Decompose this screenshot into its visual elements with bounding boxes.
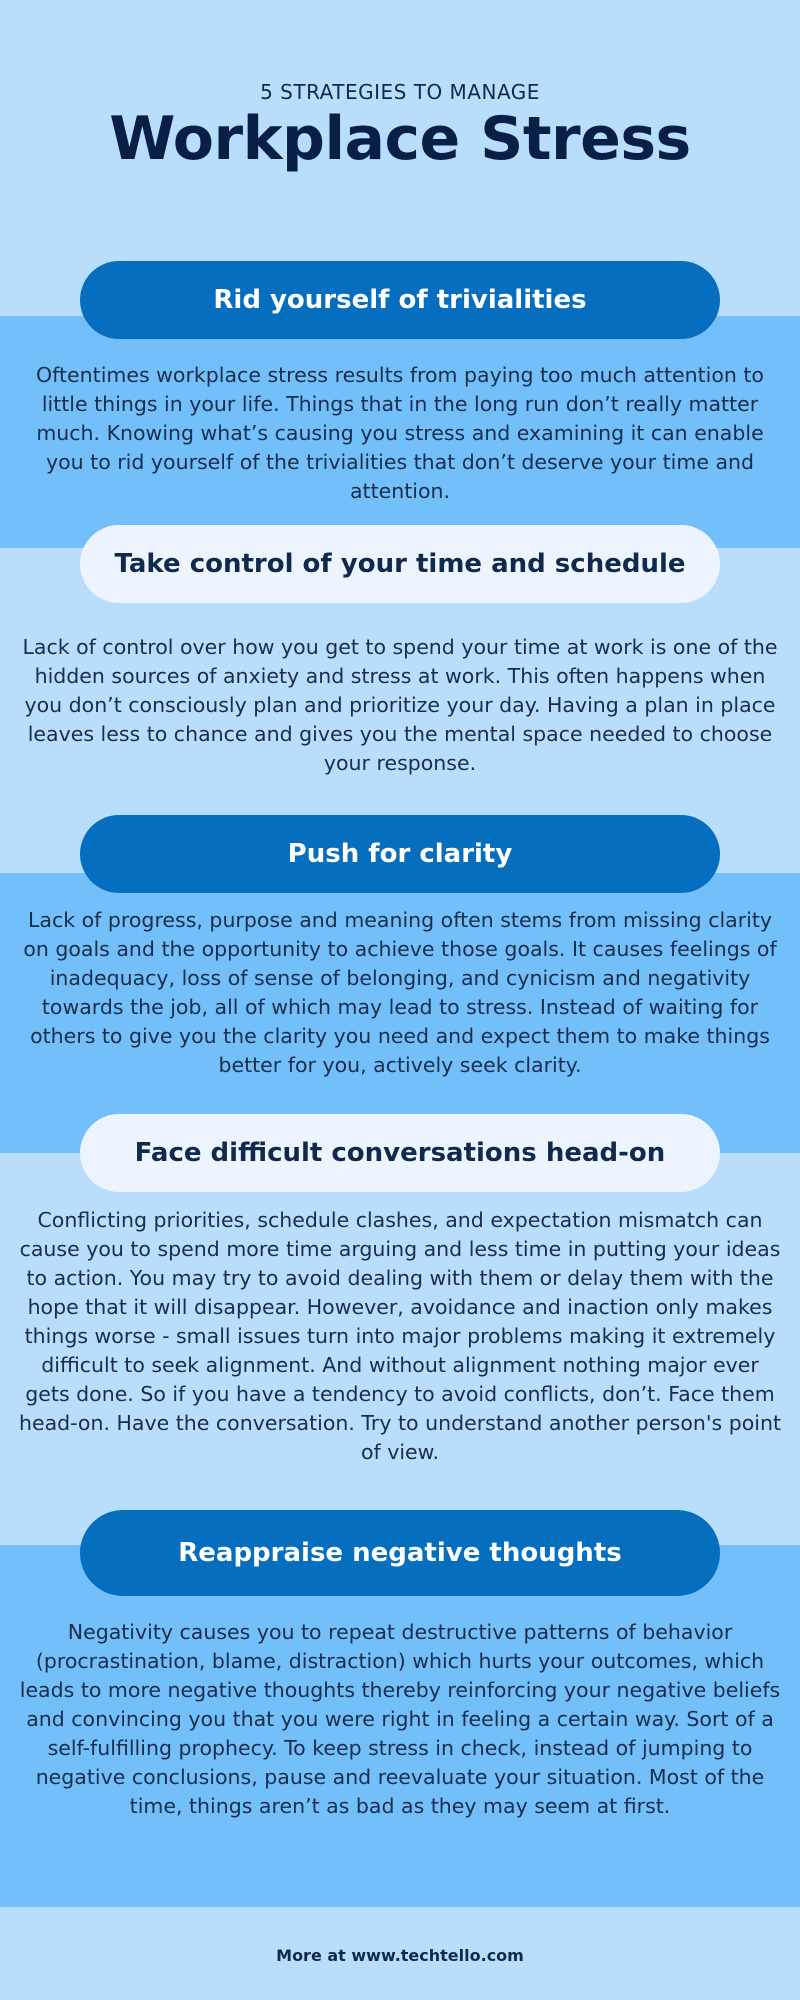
- section-body-time-control: Lack of control over how you get to spend your time at work is one of the hidden sources of anxiety and stress at work. This often happens when you don’t consciously plan and prioritize your day. Having a plan in place leaves less to chance and gives you the mental space needed to choose your response.: [22, 635, 778, 775]
- section-body-trivialities: Oftentimes workplace stress results from paying too much attention to little things in your life. Things that in the long run don’t really matter much. Knowing what’s causing you stress and examining it can enable you to rid yourself of the trivialities that don’t deserve your time and attention.: [36, 363, 764, 503]
- section-body-negative-thoughts: Negativity causes you to repeat destructive patterns of behavior (procrastination, blame, distraction) which hurts your outcomes, which leads to more negative thoughts thereby reinforcing your negative beliefs and convincing you that you were right in feeling a certain way. Sort of a self-fulfilling prophecy. To keep stress in check, instead of jumping to negative conclusions, pause and reevaluate your situation. Most of the time, things aren’t as bad as they may seem at first.: [19, 1620, 781, 1818]
- section-heading-negative-thoughts: Reappraise negative thoughts: [80, 1510, 720, 1596]
- page-subtitle: 5 STRATEGIES TO MANAGE: [260, 80, 540, 104]
- section-heading-time-control: Take control of your time and schedule: [80, 525, 720, 603]
- section-heading-trivialities: Rid yourself of trivialities: [80, 261, 720, 339]
- footer-link-text: More at www.techtello.com: [276, 1946, 524, 1965]
- section-heading-difficult-conversations: Face difficult conversations head-on: [80, 1114, 720, 1192]
- page-title: Workplace Stress: [109, 104, 691, 174]
- section-heading-clarity: Push for clarity: [80, 815, 720, 893]
- section-body-clarity: Lack of progress, purpose and meaning often stems from missing clarity on goals and the opportunity to achieve those goals. It causes feelings of inadequacy, loss of sense of belonging, and cynicism and negativity towards the job, all of which may lead to stress. Instead of waiting for others to give you the clarity you need and expect them to make things better for you, actively seek clarity.: [23, 908, 777, 1077]
- section-body-difficult-conversations: Conflicting priorities, schedule clashes, and expectation mismatch can cause you to spend more time arguing and less time in putting your ideas to action. You may try to avoid dealing with them or delay them with the hope that it will disappear. However, avoidance and inaction only makes things worse - small issues turn into major problems making it extremely difficult to seek alignment. And without alignment nothing major ever gets done. So if you have a tendency to avoid conflicts, don’t. Face them head-on. Have the conversation. Try to understand another person's point of view.: [18, 1208, 782, 1464]
